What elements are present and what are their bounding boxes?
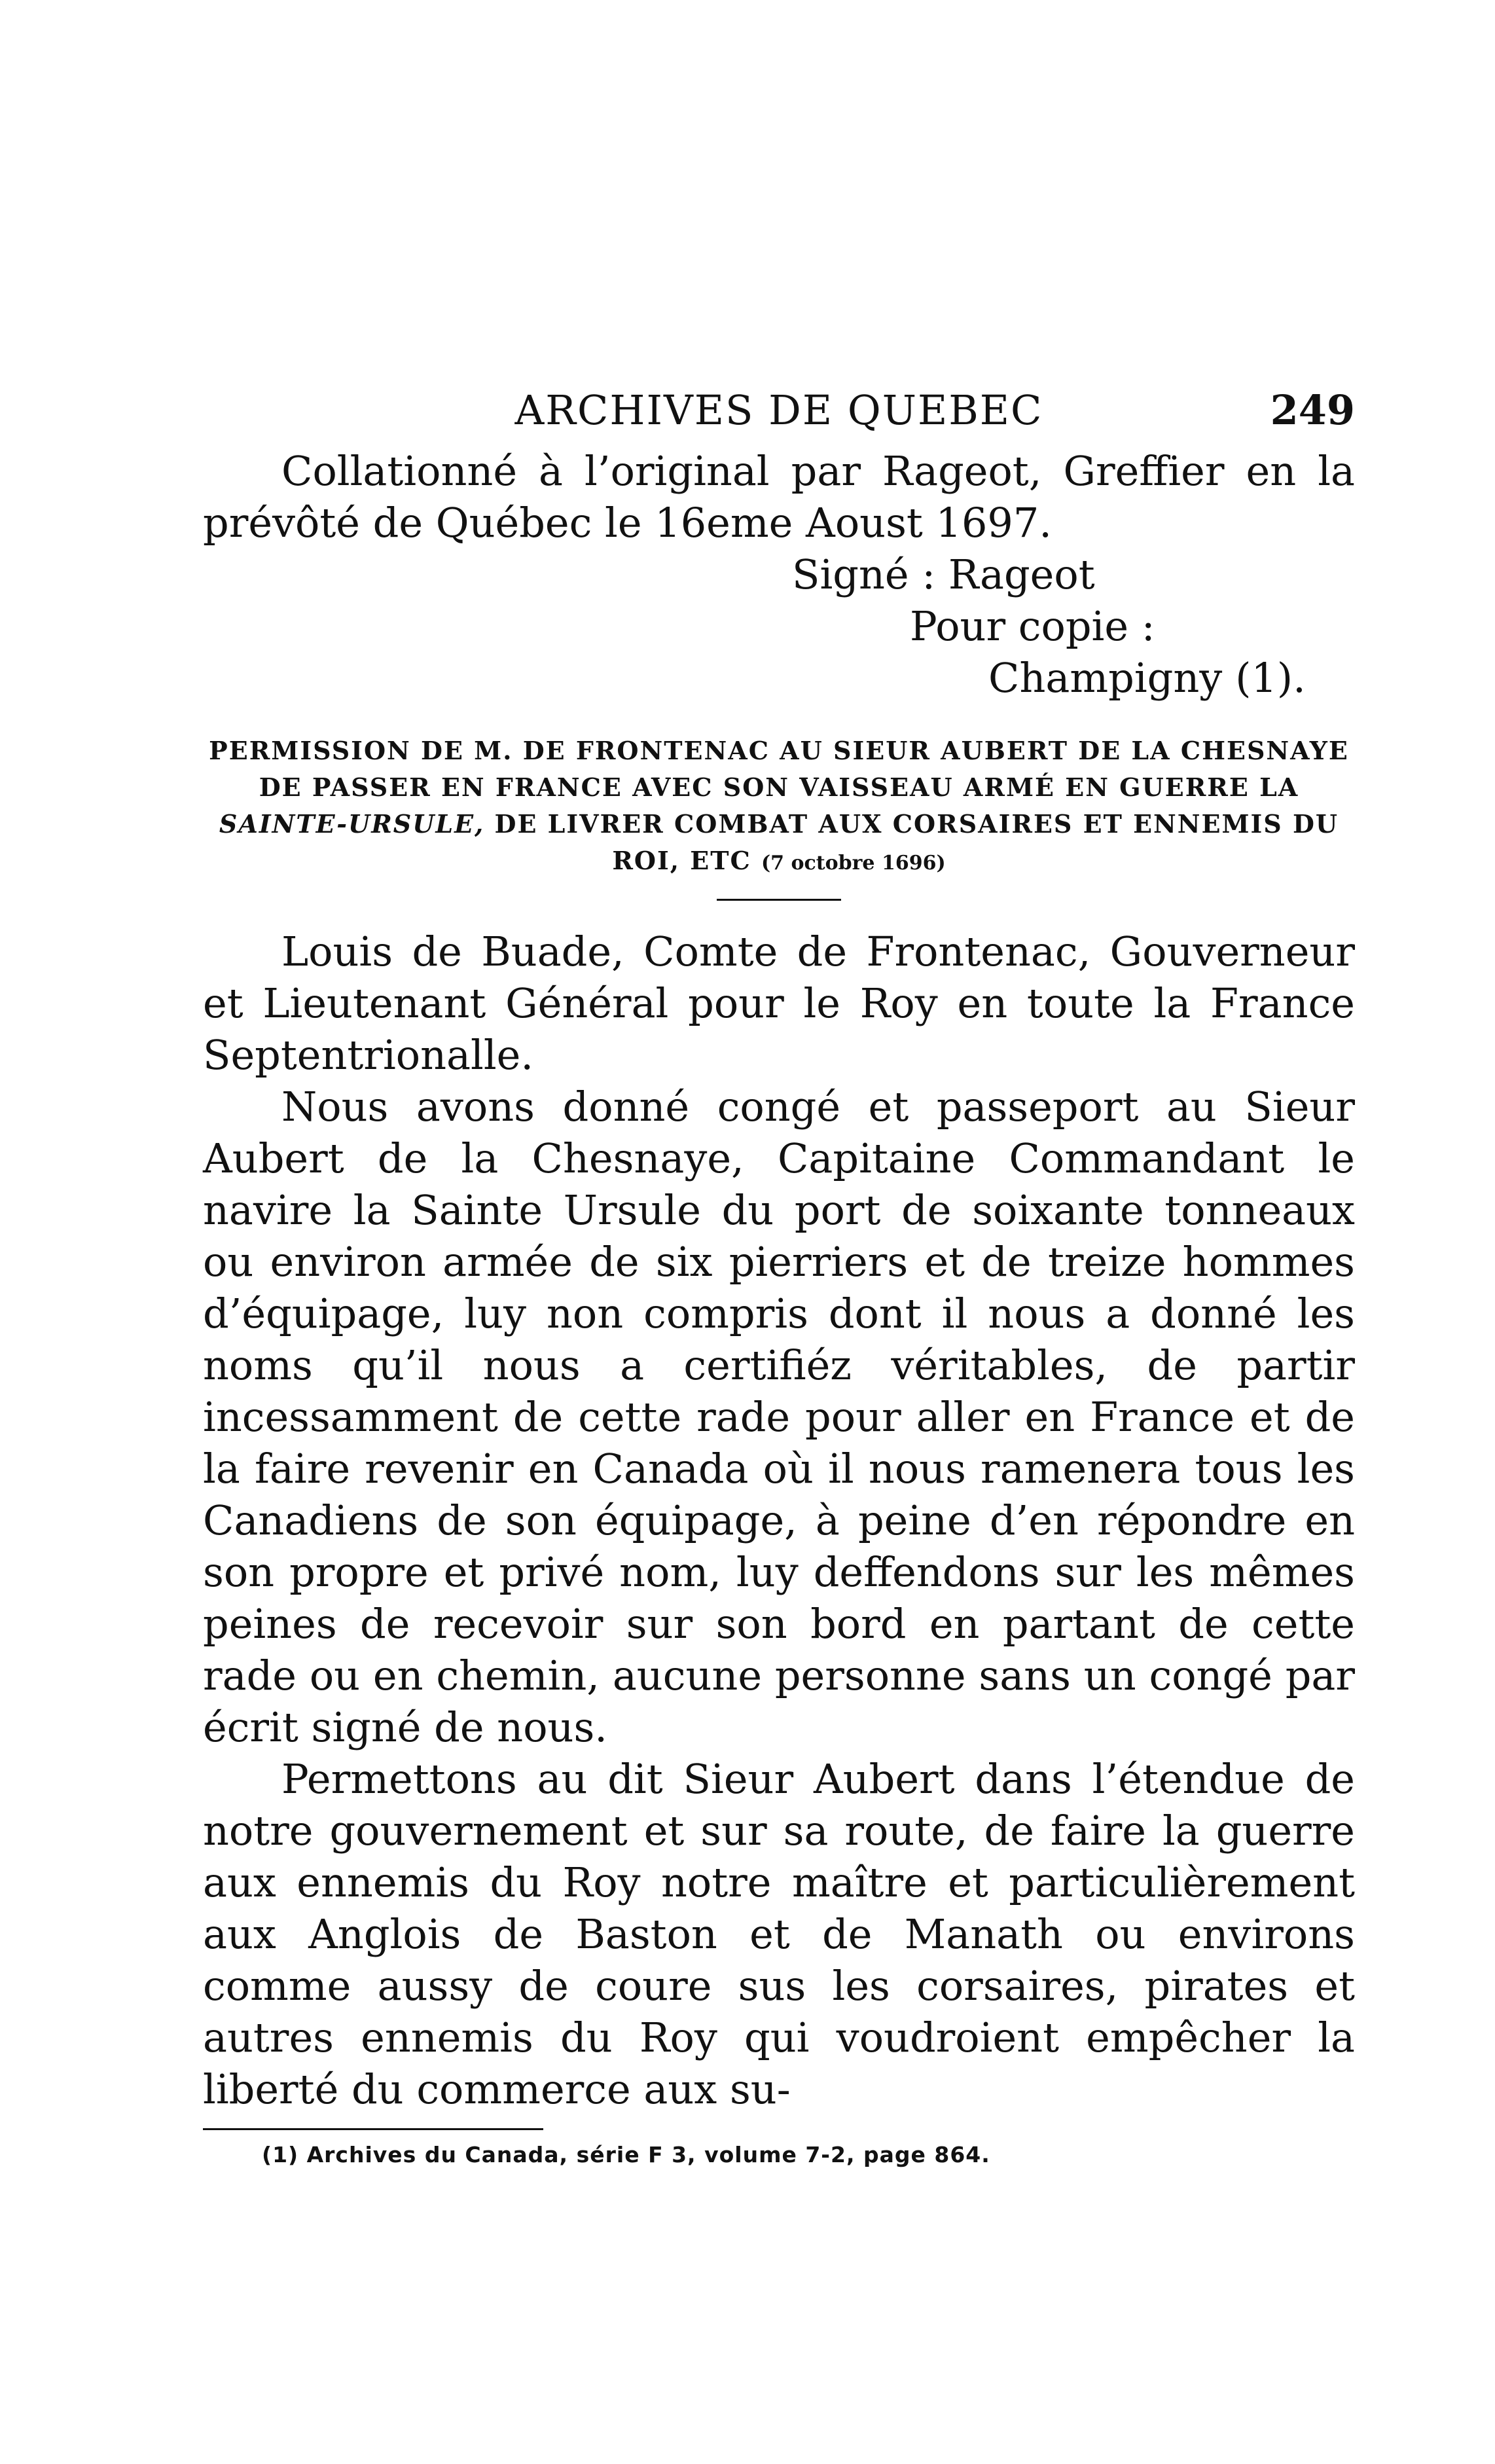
collation-paragraph: Collationné à l’original par Rageot, Greffier en la prévôté de Québec le 16eme Aoust 1697.	[203, 447, 1355, 547]
page-number: 249	[1270, 386, 1355, 434]
signature-block	[203, 549, 1355, 704]
heading-ship-name: SAINTE-URSULE,	[219, 809, 485, 839]
footnote: (1) Archives du Canada, série F 3, volume 7-2, page 864.	[262, 2142, 990, 2167]
paragraph-permission: Permettons au dit Sieur Aubert dans l’étendue de notre gouvernement et sur sa route, de faire la guerre aux ennemis du Roy notre maître et particulièrement aux Anglois de Baston et de Manath ou environs comme aussy de coure sus les corsaires, pirates et autres ennemis du Roy qui voudroient empêcher la liberté du commerce aux su-	[203, 1755, 1355, 2113]
document-heading	[203, 733, 1355, 882]
heading-date: (7 octobre 1696)	[761, 852, 946, 875]
signatory-line	[203, 652, 1355, 704]
signatory-name: Champigny	[988, 654, 1223, 702]
document-body	[203, 926, 1355, 2115]
book-page	[203, 386, 1355, 2167]
running-title: ARCHIVES DE QUEBEC	[514, 386, 1043, 434]
pour-copie-line: Pour copie :	[910, 602, 1155, 650]
footnote-reference: (1).	[1235, 654, 1306, 702]
paragraph-passport: Nous avons donné congé et passeport au Sieur Aubert de la Chesnaye, Capitaine Commandant le navire la Sainte Ursule du port de soixante tonneaux ou environ armée de six pierriers et de treize hommes d’équipage, luy non compris dont il nous a donné les noms qu’il nous a certifiéz véritables, de partir incessamment de cette rade pour aller en France et de la faire revenir en Canada où il nous ramenera tous les Canadiens de son équipage, à peine d’en répondre en son propre et privé nom, luy deffendons sur les mêmes peines de recevoir sur son bord en partant de cette rade ou en chemin, aucune personne sans un congé par écrit signé de nous.	[203, 1083, 1355, 1751]
signed-line: Signé : Rageot	[792, 551, 1095, 598]
heading-part-2: DE LIVRER COMBAT AUX CORSAIRES ET ENNEMIS DU ROI, ETC	[484, 809, 1339, 875]
footnote-divider	[203, 2128, 543, 2130]
running-header	[203, 386, 1355, 445]
heading-part-1: PERMISSION DE M. DE FRONTENAC AU SIEUR AUBERT DE LA CHESNAYE DE PASSER EN FRANCE AVEC SON VAISSEAU ARMÉ EN GUERRE LA	[209, 736, 1349, 802]
heading-divider	[717, 899, 841, 901]
paragraph-intro: Louis de Buade, Comte de Frontenac, Gouverneur et Lieutenant Général pour le Roy en toute la France Septentrionalle.	[203, 928, 1355, 1079]
collation-paragraph-block	[203, 445, 1355, 549]
